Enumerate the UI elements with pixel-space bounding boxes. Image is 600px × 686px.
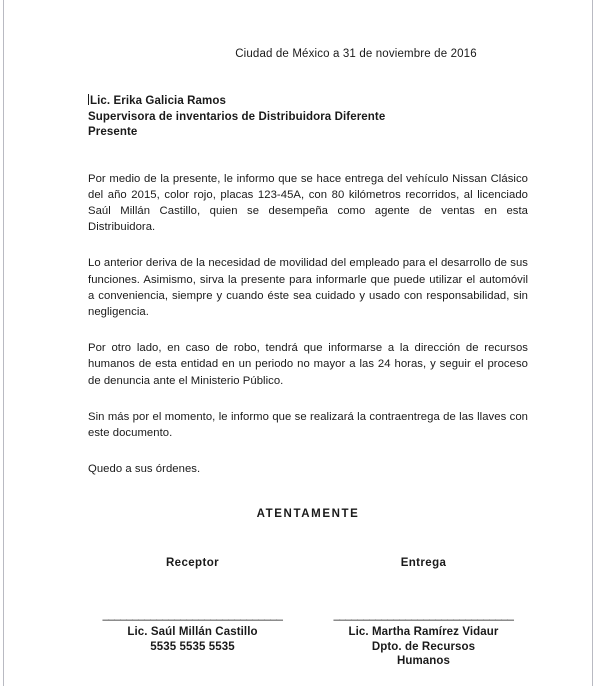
body-paragraph: Lo anterior deriva de la necesidad de movilidad del empleado para el desarrollo de sus funciones. Asimismo, sirva la presente para informarle que puede utilizar el automóvil a conveniencia, siempre y cuando éste sea cuidado y usado con responsabilidad, sin negligencia.	[88, 257, 528, 318]
body-paragraph: Por medio de la presente, le informo que se hace entrega del vehículo Nissan Clásico del año 2015, color rojo, placas 123-45A, con 80 kilómetros recorridos, al licenciado Saúl Millán Castillo, quien se desempeña como agente de ventas en esta Distribuidora.	[88, 172, 528, 234]
signature-name-text: Lic. Martha Ramírez Vidaur	[348, 626, 499, 639]
addressee-salutation: Presente	[88, 126, 138, 138]
date-line: Ciudad de México a 31 de noviembre de 2016	[235, 48, 477, 60]
addressee-name-line	[88, 94, 528, 110]
closing-heading: ATENTAMENTE	[256, 508, 360, 521]
signature-block-entrega	[297, 610, 528, 669]
signature-name-receptor	[88, 622, 297, 654]
signature-blocks	[88, 569, 528, 669]
signature-detail-line-1: Dpto. de Recursos	[371, 640, 476, 653]
text-caret-icon	[88, 94, 89, 105]
body-paragraphs	[88, 141, 528, 478]
body-paragraph: Quedo a sus órdenes.	[88, 463, 201, 476]
signature-line-entrega: ______________________________	[333, 610, 514, 622]
document-content	[88, 0, 528, 669]
signature-role-label-receptor: Receptor	[165, 557, 220, 570]
addressee-title: Supervisora de inventarios de Distribuidora Diferente	[88, 110, 386, 123]
signature-role-labels	[88, 520, 528, 569]
signature-detail-line-2: Humanos	[396, 655, 451, 668]
signature-role-label-entrega: Entrega	[400, 557, 447, 570]
signature-name-text: Lic. Saúl Millán Castillo	[127, 626, 258, 639]
signature-name-entrega	[319, 622, 528, 669]
page-border-right	[592, 0, 593, 686]
body-paragraph: Sin más por el momento, le informo que se realizará la contraentrega de las llaves con este documento.	[88, 410, 528, 439]
signature-line-receptor: ______________________________	[102, 610, 283, 622]
addressee-name: Lic. Erika Galicia Ramos	[90, 95, 226, 107]
signature-detail-line-1: 5535 5535 5535	[150, 640, 235, 653]
addressee-block	[88, 62, 528, 141]
signature-block-receptor	[88, 610, 297, 669]
page-border-left	[3, 0, 4, 686]
body-paragraph: Por otro lado, en caso de robo, tendrá que informarse a la dirección de recursos humanos de esta entidad en un periodo no mayor a las 24 horas, y seguir el proceso de denuncia ante el Ministerio Público.	[88, 342, 528, 387]
